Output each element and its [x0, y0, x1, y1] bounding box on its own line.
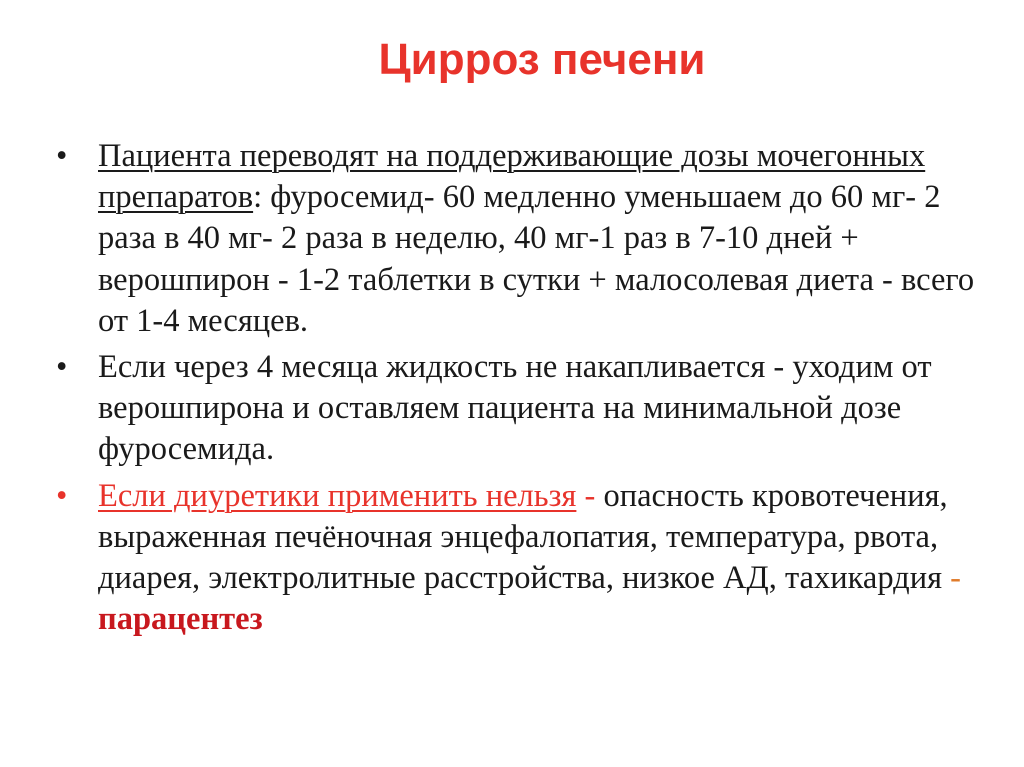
- bullet-item-3: [56, 476, 1006, 641]
- bullet-marker: •: [56, 477, 68, 514]
- bullet-list: [56, 136, 1006, 645]
- bullet-item-2: [56, 347, 1006, 471]
- underlined-phrase: Если диуретики применить нельзя: [98, 477, 577, 514]
- bullet-marker: •: [56, 349, 68, 386]
- slide-title: Цирроз печени: [378, 35, 706, 84]
- dash: -: [950, 560, 961, 597]
- bullet-text: : фуросемид- 60 медленно уменьшаем до 60 мг- 2 раза в 40 мг- 2 раза в неделю, 40 мг-1 раз в 7-10 дней + верошпирон - 1-2 таблетки в сутки + малосолевая диета - всего от 1-4 месяцев.: [98, 179, 975, 339]
- bullet-item-1: [56, 136, 1006, 342]
- bullet-marker: •: [56, 138, 68, 174]
- bullet-text: опасность кровотечения, выраженная печёночная энцефалопатия, температура, рвота, диарея, электролитные расстройства, низкое АД, тахикардия: [98, 477, 951, 597]
- underlined-phrase: Пациента переводят на поддерживающие дозы мочегонных препаратов: [98, 138, 926, 216]
- bullet-text: Если через 4 месяца жидкость не накапливается - уходим от верошпирона и оставляем пациента на минимальной дозе фуросемида.: [98, 349, 932, 468]
- dash: -: [576, 477, 596, 514]
- emphasis-term: парацентез: [98, 601, 263, 638]
